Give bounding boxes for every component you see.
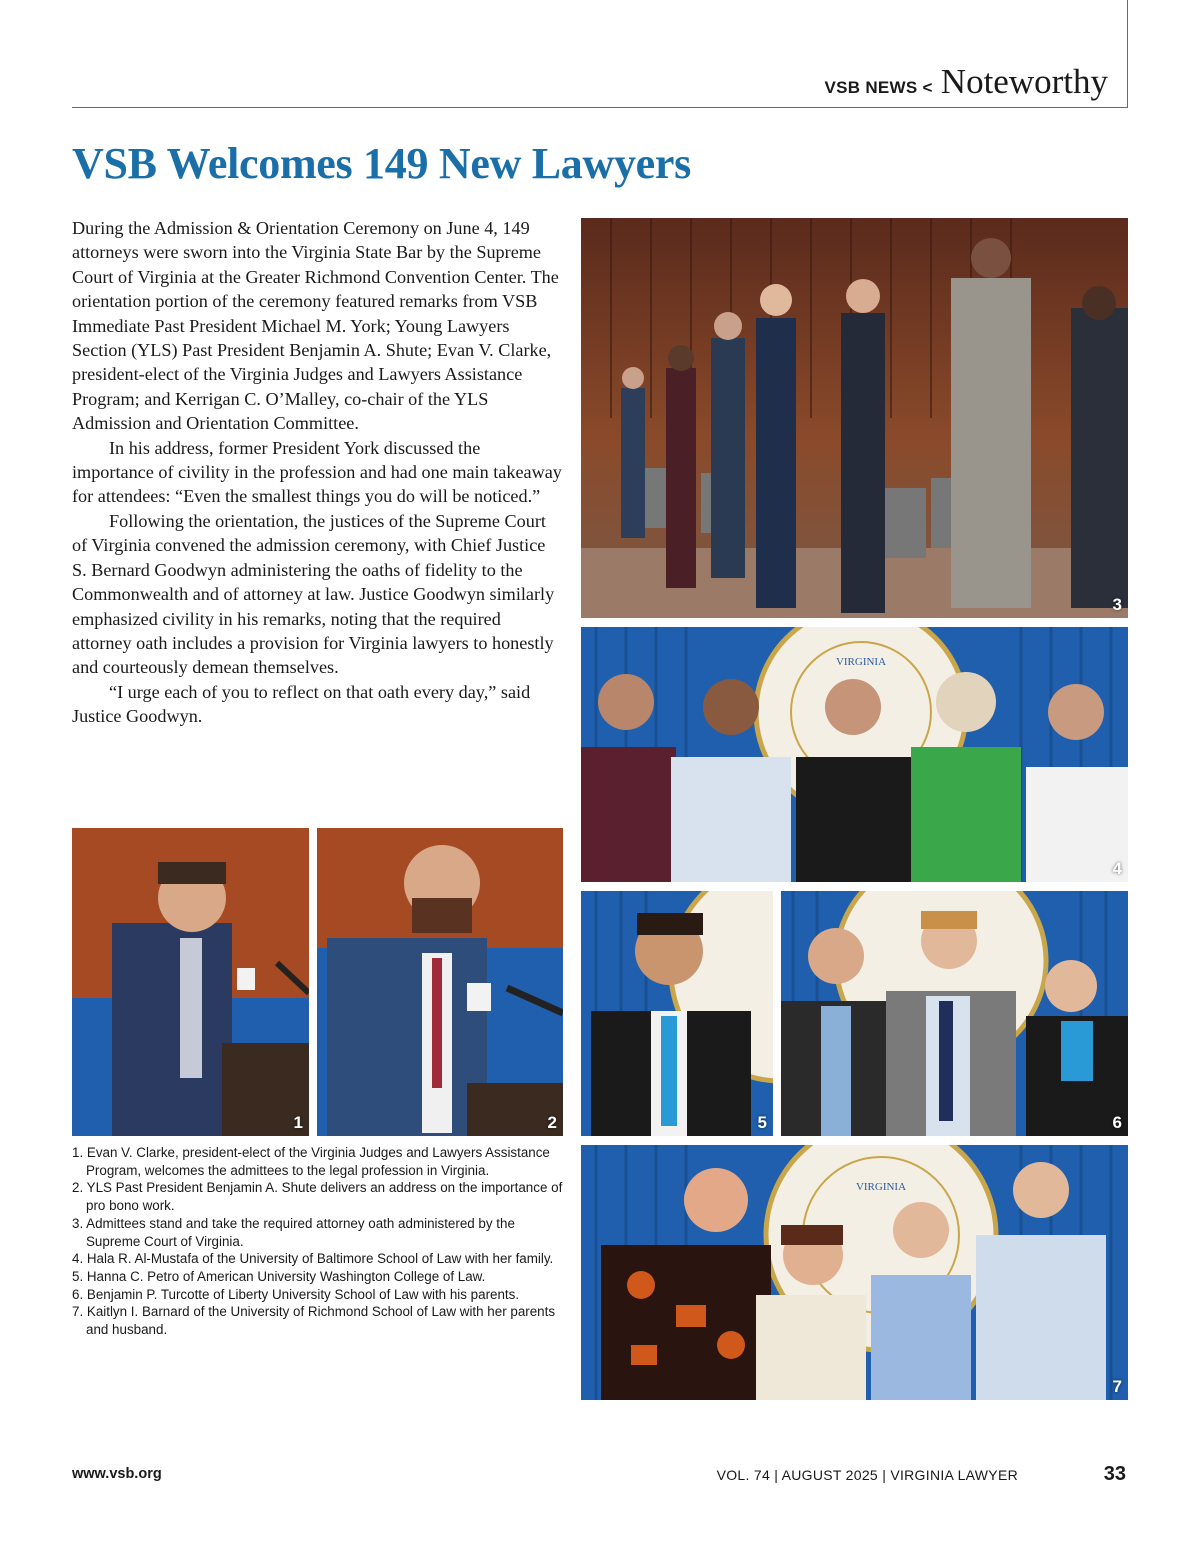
photo-evan-clarke (72, 828, 309, 1136)
photo-hanna-petro (581, 891, 773, 1136)
photo-number-4: 4 (1112, 859, 1122, 878)
header-rule (72, 107, 1128, 108)
running-header (824, 62, 1108, 102)
photo-number-5: 5 (757, 1113, 767, 1132)
photo-oath-ceremony (581, 218, 1128, 618)
header-edge-rule (1127, 0, 1128, 108)
header-kicker: VSB NEWS < (824, 78, 933, 97)
page-number: 33 (1103, 1463, 1126, 1485)
caption-1: 1. Evan V. Clarke, president-elect of the Virginia Judges and Lawyers Assistance Program, welcomes the admittees to the legal profession in Virginia. (72, 1145, 550, 1178)
paragraph-3: Following the orientation, the justices of the Supreme Court of Virginia convened the admission ceremony, with Chief Justice S. Bernard Goodwyn administering the oaths of fidelity to the Commonwealth and of attorney at law. Justice Goodwyn similarly emphasized civility in his remarks, noting that the required attorney oath includes a provision for Virginia lawyers to honestly and courteously demean themselves. (72, 510, 555, 678)
paragraph-2: In his address, former President York discussed the importance of civility in the profession and had one main takeaway for attendees: “Even the smallest things you do will be noticed.” (72, 437, 562, 507)
photo-barnard-family (581, 1145, 1128, 1400)
article-title: VSB Welcomes 149 New Lawyers (72, 139, 691, 188)
photo-benjamin-shute (317, 828, 563, 1136)
footer-website-link[interactable]: www.vsb.org (72, 1466, 162, 1482)
caption-2: 2. YLS Past President Benjamin A. Shute delivers an address on the importance of pro bono work. (72, 1180, 563, 1214)
paragraph-1: During the Admission & Orientation Ceremony on June 4, 149 attorneys were sworn into the Virginia State Bar by the Supreme Court of Virginia at the Greater Richmond Convention Center. The orientation portion of the ceremony featured remarks from VSB Immediate Past President Michael M. York; Young Lawyers Section (YLS) Past President Benjamin A. Shute; Evan V. Clarke, president-elect of the Virginia Judges and Lawyers Assistance Program; and Kerrigan C. O’Malley, co-chair of the YLS Admission and Orientation Committee. (72, 218, 559, 434)
photo-number-1: 1 (293, 1113, 303, 1132)
paragraph-4: “I urge each of you to reflect on that oath every day,” said Justice Goodwyn. (72, 681, 531, 727)
photo-number-7: 7 (1112, 1377, 1122, 1396)
photo-number-3: 3 (1112, 595, 1122, 614)
caption-6: 6. Benjamin P. Turcotte of Liberty University School of Law with his parents. (72, 1286, 520, 1302)
photo-number-2: 2 (547, 1113, 557, 1132)
seal-inner-text-4: VIRGINIA (835, 656, 887, 668)
photo-al-mustafa-family (581, 627, 1128, 882)
header-section: Noteworthy (940, 62, 1108, 101)
photo-number-6: 6 (1112, 1113, 1122, 1132)
photo-turcotte-family (781, 891, 1128, 1136)
caption-4: 4. Hala R. Al-Mustafa of the University of Baltimore School of Law with her family. (72, 1251, 554, 1267)
article-body (72, 216, 564, 729)
caption-7: 7. Kaitlyn I. Barnard of the University of Richmond School of Law with her parents and husband. (72, 1304, 556, 1338)
footer-issue-info: VOL. 74 | AUGUST 2025 | VIRGINIA LAWYER (716, 1467, 1018, 1483)
caption-3: 3. Admittees stand and take the required attorney oath administered by the Supreme Court of Virginia. (72, 1215, 515, 1249)
caption-5: 5. Hanna C. Petro of American University Washington College of Law. (72, 1268, 486, 1284)
seal-inner-text-7: VIRGINIA (855, 1181, 907, 1193)
photo-captions (72, 1144, 572, 1339)
